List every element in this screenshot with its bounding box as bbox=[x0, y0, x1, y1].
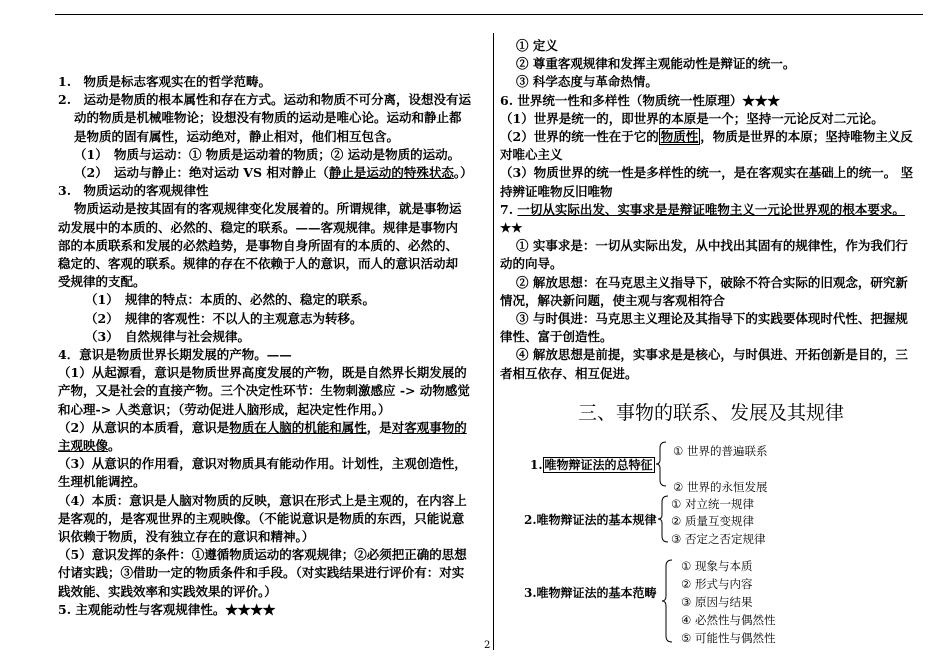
left-column bbox=[58, 73, 473, 619]
text-line: ③ 科学态度与革命热情。 bbox=[516, 74, 658, 90]
tree-group-label: 3.唯物辩证法的基本范畴 bbox=[524, 586, 657, 600]
text-line: （2） 运动与静止：绝对运动 VS 相对静止（静止是运动的特殊状态。） bbox=[74, 165, 473, 181]
text-line: 稳定的、客观的联系。规律的存在不依赖于人的意识，而人的意识活动却 bbox=[58, 256, 459, 272]
text-line: 和心理-> 人类意识；（劳动促进人脑形成，起决定性作用。） bbox=[58, 401, 391, 417]
tree-item: ⑤ 可能性与偶然性 bbox=[681, 631, 776, 645]
text-line: 生理机能调控。 bbox=[58, 474, 146, 490]
text-line: 2. 运动是物质的根本属性和存在方式。运动和物质不可分离，设想没有运 bbox=[58, 92, 472, 108]
text-line: 是客观的，是客观世界的主观映像。（不能说意识是物质的东西，只能说意 bbox=[58, 510, 465, 526]
text-line: （1） 物质与运动：① 物质是运动着的物质；② 运动是物质的运动。 bbox=[74, 146, 461, 162]
text-line: ① 实事求是：一切从实际出发，从中找出其固有的规律性，作为我们行 bbox=[516, 238, 908, 254]
tree-item: ③ 原因与结果 bbox=[681, 595, 753, 609]
header-rule bbox=[55, 14, 923, 15]
text-line: 识依赖于物质，没有独立存在的意识和精神。） bbox=[58, 529, 315, 545]
text-line: （1） 规律的特点：本质的、必然的、稳定的联系。 bbox=[85, 292, 375, 308]
text-line: （2）世界的统一性在于它的 物质性 ，物质是世界的本原；坚持唯物主义反 bbox=[500, 129, 913, 145]
text-line: 3. 物质运动的客观规律性 bbox=[58, 183, 209, 199]
text-line: 持辨证唯物反旧唯物 bbox=[500, 183, 613, 199]
text-line: 律性、富于创造性。 bbox=[500, 329, 613, 345]
text-line: （1）世界是统一的，即世界的本原是一个；坚持一元论反对二元论。 bbox=[500, 110, 884, 126]
text-line: （3）物质世界的统一性是多样性的统一，是在客观实在基础上的统一。 坚 bbox=[500, 165, 914, 181]
text-line: 产物，又是社会的直接产物。三个决定性环节：生物刺激感应 -> 动物感觉 bbox=[58, 383, 470, 399]
tree-item: ② 世界的永恒发展 bbox=[673, 480, 768, 494]
section-heading: 三、事物的联系、发展及其规律 bbox=[578, 402, 845, 424]
brace-icon bbox=[654, 440, 668, 488]
page-number: 2 bbox=[484, 640, 491, 651]
text-line: 部的本质联系和发展的必然趋势，是事物自身所固有的本质的、必然的、 bbox=[58, 237, 459, 253]
text-line: （2） 规律的客观性：不以人的主观意志为转移。 bbox=[85, 310, 363, 326]
text-line: 动的物质是机械唯物论；设想没有物质的运动是唯心论。运动和静止都 bbox=[74, 110, 462, 126]
text-line: ① 定义 bbox=[516, 38, 558, 53]
tree-item: ① 对立统一规律 bbox=[671, 497, 754, 511]
text-line: 对唯心主义 bbox=[500, 147, 563, 163]
right-column bbox=[500, 37, 920, 383]
text-line: ② 尊重客观规律和发挥主观能动性是辩证的统一。 bbox=[516, 56, 796, 72]
text-line: （2）从意识的本质看，意识是物质在人脑的机能和属性，是对客观事物的 bbox=[58, 419, 467, 435]
tree-group-label: 2.唯物辩证法的基本规律 bbox=[524, 513, 657, 527]
text-line: 主观映像。 bbox=[58, 438, 121, 454]
tree-item: ① 现象与本质 bbox=[681, 559, 753, 573]
text-line: 6. 世界统一性和多样性（物质统一性原理）★★★ bbox=[500, 92, 780, 108]
text-line: 动发展中的本质的、必然的、稳定的联系。——客观规律。规律是事物内 bbox=[58, 219, 459, 235]
tree-item: ③ 否定之否定规律 bbox=[671, 532, 766, 546]
text-line: ④ 解放思想是前提，实事求是是核心，与时俱进、开拓创新是目的，三 bbox=[516, 347, 908, 363]
text-line: 5. 主观能动性与客观规律性。★★★★ bbox=[58, 601, 276, 617]
text-line: 7. 一切从实际出发、实事求是是辩证唯物主义一元论世界观的根本要求。 bbox=[500, 201, 905, 217]
text-line: ② 解放思想：在马克思主义指导下，破除不符合实际的旧观念，研究新 bbox=[516, 274, 908, 290]
text-line: 付诸实践；③借助一定的物质条件和手段。（对实践结果进行评价有：对实 bbox=[58, 565, 465, 581]
text-line: 受规律的支配。 bbox=[58, 274, 146, 290]
text-line: 是物质的固有属性，运动绝对，静止相对，他们相互包含。 bbox=[74, 128, 400, 144]
text-line: ★★ bbox=[500, 220, 523, 236]
text-line: （4）本质：意识是人脑对物质的反映，意识在形式上是主观的，在内容上 bbox=[58, 492, 467, 508]
tree-item: ② 形式与内容 bbox=[681, 577, 753, 591]
column-divider bbox=[493, 33, 494, 650]
text-line: （5）意识发挥的条件：①遵循物质运动的客观规律；②必须把正确的思想 bbox=[58, 547, 467, 563]
text-line: 情况，解决新问题，使主观与客观相符合 bbox=[500, 292, 726, 308]
tree-item: ② 质量互变规律 bbox=[671, 514, 754, 528]
brace-icon bbox=[660, 558, 674, 644]
text-line: （3）从意识的作用看，意识对物质具有能动作用。计划性，主观创造性， bbox=[58, 456, 467, 472]
text-line: 者相互依存、相互促进。 bbox=[500, 365, 638, 381]
text-line: 动的向导。 bbox=[500, 256, 563, 272]
text-line: （3） 自然规律与社会规律。 bbox=[85, 328, 250, 344]
brace-icon bbox=[656, 494, 670, 544]
text-line: ③ 与时俱进：马克思主义理论及其指导下的实践要体现时代性、把握规 bbox=[516, 311, 908, 327]
text-line: 践效能、实践效率和实践效果的评价。） bbox=[58, 583, 277, 599]
text-line: （1）从起源看，意识是物质世界高度发展的产物，既是自然界长期发展的 bbox=[58, 365, 467, 381]
text-line: 1. 物质是标志客观实在的哲学范畴。 bbox=[58, 74, 272, 89]
tree-item: ④ 必然性与偶然性 bbox=[681, 613, 776, 627]
text-line: 4．意识是物质世界长期发展的产物。—— bbox=[58, 347, 292, 363]
tree-group-label: 1. 唯物辩证法的总特征 bbox=[530, 458, 653, 472]
tree-item: ① 世界的普遍联系 bbox=[673, 444, 768, 458]
text-line: 物质运动是按其固有的客观规律变化发展着的。所谓规律，就是事物运 bbox=[74, 201, 462, 217]
